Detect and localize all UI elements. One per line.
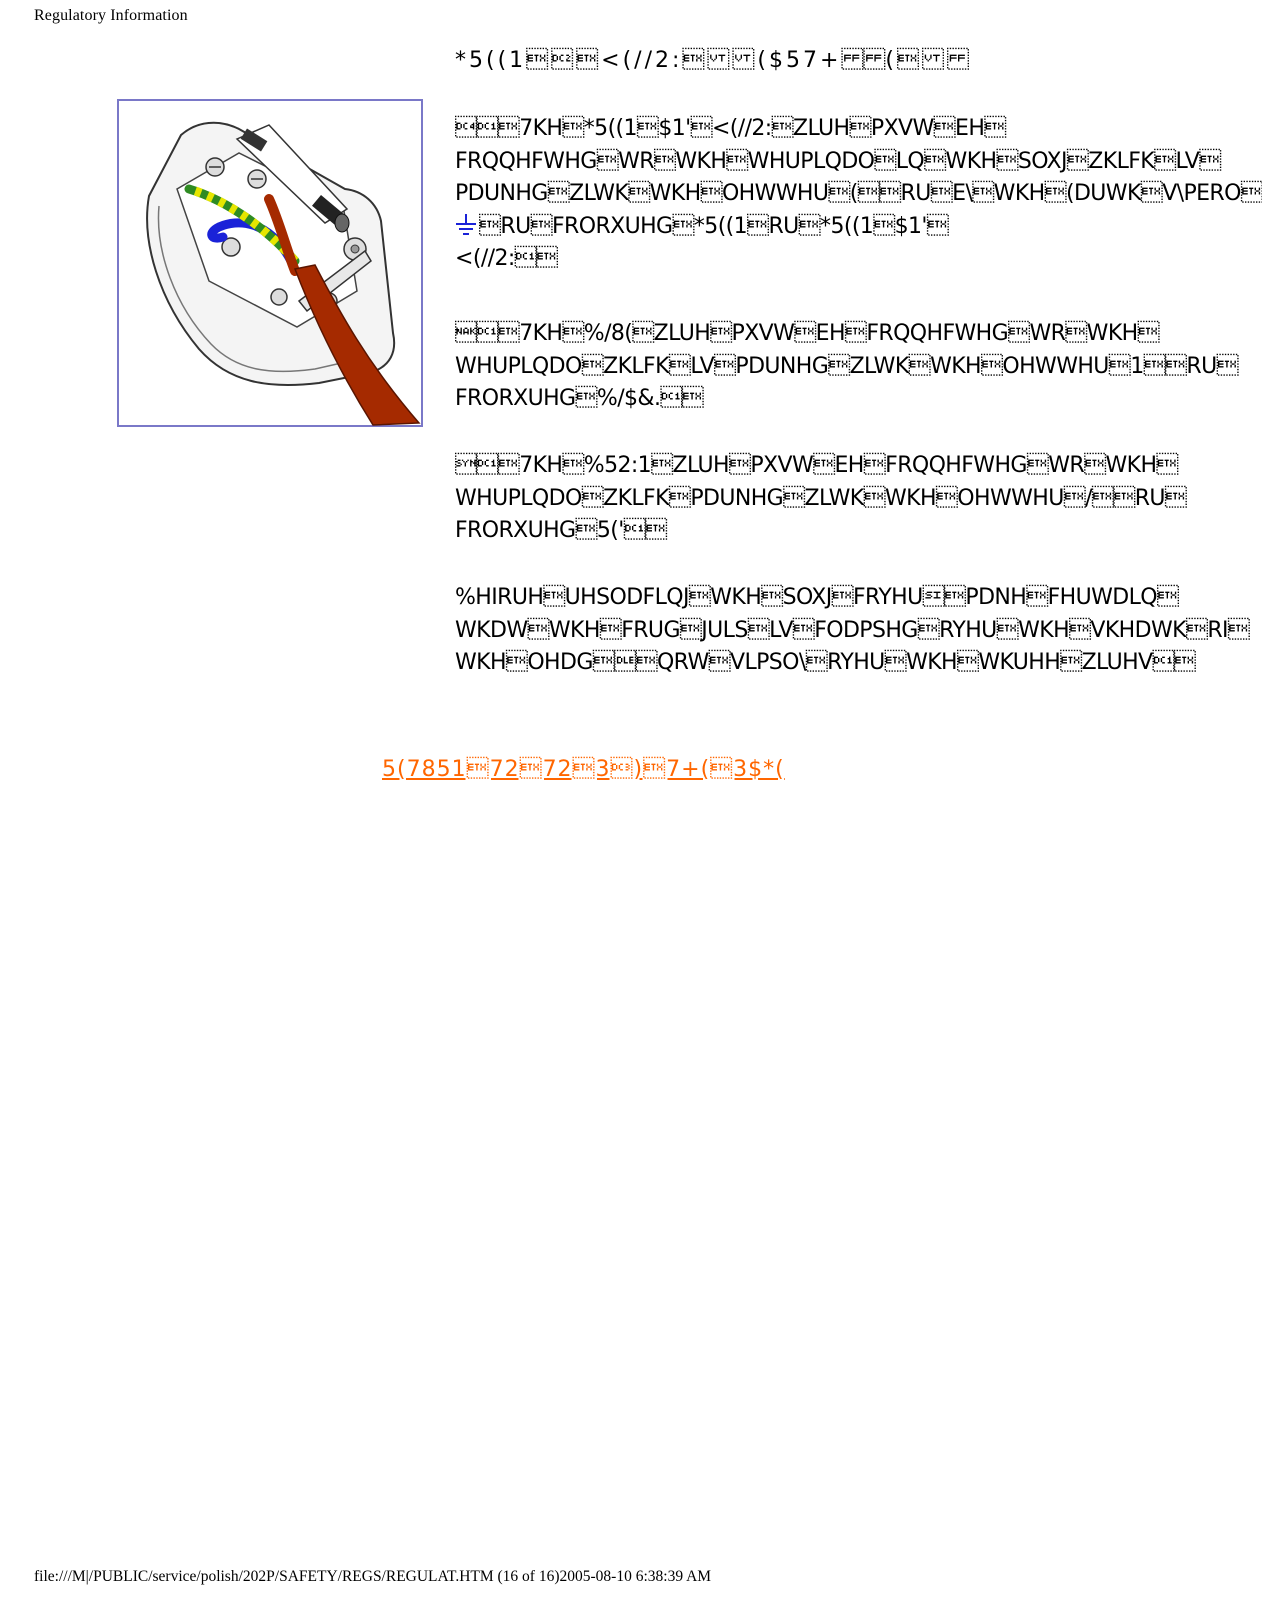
paragraph-line: 7KH%/8(ZLUHPXVWEHFRQQHFWHGWRWKH xyxy=(455,321,1160,346)
paragraph-line: <(//2: xyxy=(455,246,558,271)
paragraph-line: FRORXUHG%/$&. xyxy=(455,386,704,411)
paragraph-neutral-wire xyxy=(455,318,1238,416)
paragraph-line: WHUPLQDOZKLFKPDUNHGZLWKWKHOHWWHU/RU xyxy=(455,485,1187,511)
paragraph-cord-grip xyxy=(455,582,1249,680)
paragraph-line: WKHOHDGQRWVLPSO\RYHUWKHWKUHHZLUHV xyxy=(455,650,1196,675)
paragraph-line: 7KH%52:1ZLUHPXVWEHFRQQHFWHGWRWKH xyxy=(455,453,1178,478)
plug-wiring-figure xyxy=(117,99,423,427)
paragraph-live-wire xyxy=(455,450,1186,548)
paragraph-earth-wire xyxy=(455,113,1262,276)
paragraph-line-with-icon xyxy=(455,211,1262,244)
paragraph-line: WHUPLQDOZKLFKLVPDUNHGZLWKWKHOHWWHU1RU xyxy=(455,353,1238,379)
section-heading: *5((1<(//2: ($57+ ( xyxy=(455,48,970,73)
paragraph-line: FRQQHFWHGWRWKHWHUPLQDOLQWKHSOXJZKLFKLV xyxy=(455,148,1221,174)
paragraph-line: %HIRUHUHSODFLQJWKHSOXJFRYHUPDNHFHUWDLQ xyxy=(455,585,1179,610)
paragraph-line-text: RUFRORXUHG*5((1RU*5((1$1' xyxy=(479,213,949,239)
paragraph-line: FRORXUHG5(' xyxy=(455,518,667,543)
return-to-top-link[interactable]: 5(785172723)7+(3$*( xyxy=(382,757,785,782)
paragraph-line: 7KH*5((1$1'<(//2:ZLUHPXVWEH xyxy=(455,116,1006,141)
earth-ground-icon xyxy=(455,213,477,248)
paragraph-line: PDUNHGZLWKWKHOHWWHU(RUE\WKH(DUWKV\PERO xyxy=(455,181,1262,206)
footer-file-path: file:///M|/PUBLIC/service/polish/202P/SAFETY/REGS/REGULAT.HTM (16 of 16)2005-08-10 6:38:39 AM xyxy=(34,1568,712,1585)
paragraph-line: WKDWWKHFRUGJULSLVFODPSHGRYHUWKHVKHDWKRI xyxy=(455,617,1250,643)
page-header-title: Regulatory Information xyxy=(34,7,188,24)
uk-plug-wiring-illustration xyxy=(119,101,421,425)
